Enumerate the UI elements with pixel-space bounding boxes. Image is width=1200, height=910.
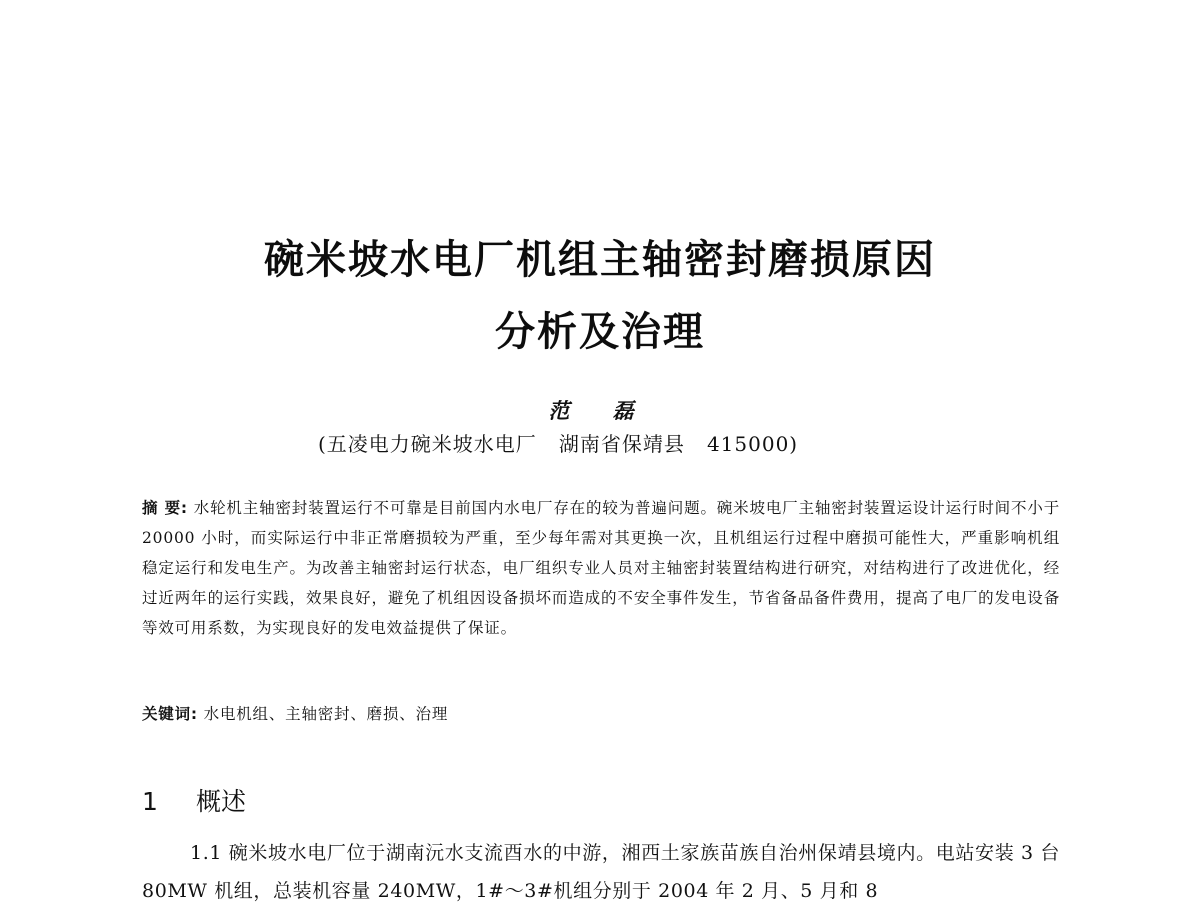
section-number: 1 [142, 787, 158, 816]
author-affiliation: (五凌电力碗米坡水电厂 湖南省保靖县 415000) [318, 432, 799, 456]
section-heading [142, 782, 246, 818]
section-title: 概述 [195, 787, 246, 816]
paper-title-line-2: 分析及治理 [495, 309, 705, 355]
abstract-text: 水轮机主轴密封装置运行不可靠是目前国内水电厂存在的较为普遍问题。碗米坡电厂主轴密封装置运设计运行时间不小于 20000 小时，而实际运行中非正常磨损较为严重，至少每年需对其更换一次，且机组运行过程中磨损可能性大，严重影响机组稳定运行和发电生产。为改善主轴密封运行状态，电厂组织专业人员对主轴密封装置结构进行研究，对结构进行了改进优化，经过近两年的运行实践，效果良好，避免了机组因设备损坏而造成的不安全事件发生，节省备品备件费用，提高了电厂的发电设备等效可用系数，为实现良好的发电效益提供了保证。 [142, 499, 1061, 637]
keywords [142, 702, 448, 724]
keywords-label: 关键词: [142, 705, 198, 723]
author-name: 范 磊 [548, 398, 652, 423]
body-paragraph [142, 834, 1060, 910]
paragraph-text: 1.1 碗米坡水电厂位于湖南沅水支流酉水的中游，湘西土家族苗族自治州保靖县境内。电站安装 3 台 80MW 机组，总装机容量 240MW，1#～3#机组分别于 2004 年 2 月、5 月和 8 [142, 842, 1060, 902]
keywords-text: 水电机组、主轴密封、磨损、治理 [203, 705, 449, 723]
paper-title-line-1: 碗米坡水电厂机组主轴密封磨损原因 [264, 237, 936, 283]
abstract [142, 493, 1060, 643]
abstract-label: 摘 要: [142, 499, 188, 517]
